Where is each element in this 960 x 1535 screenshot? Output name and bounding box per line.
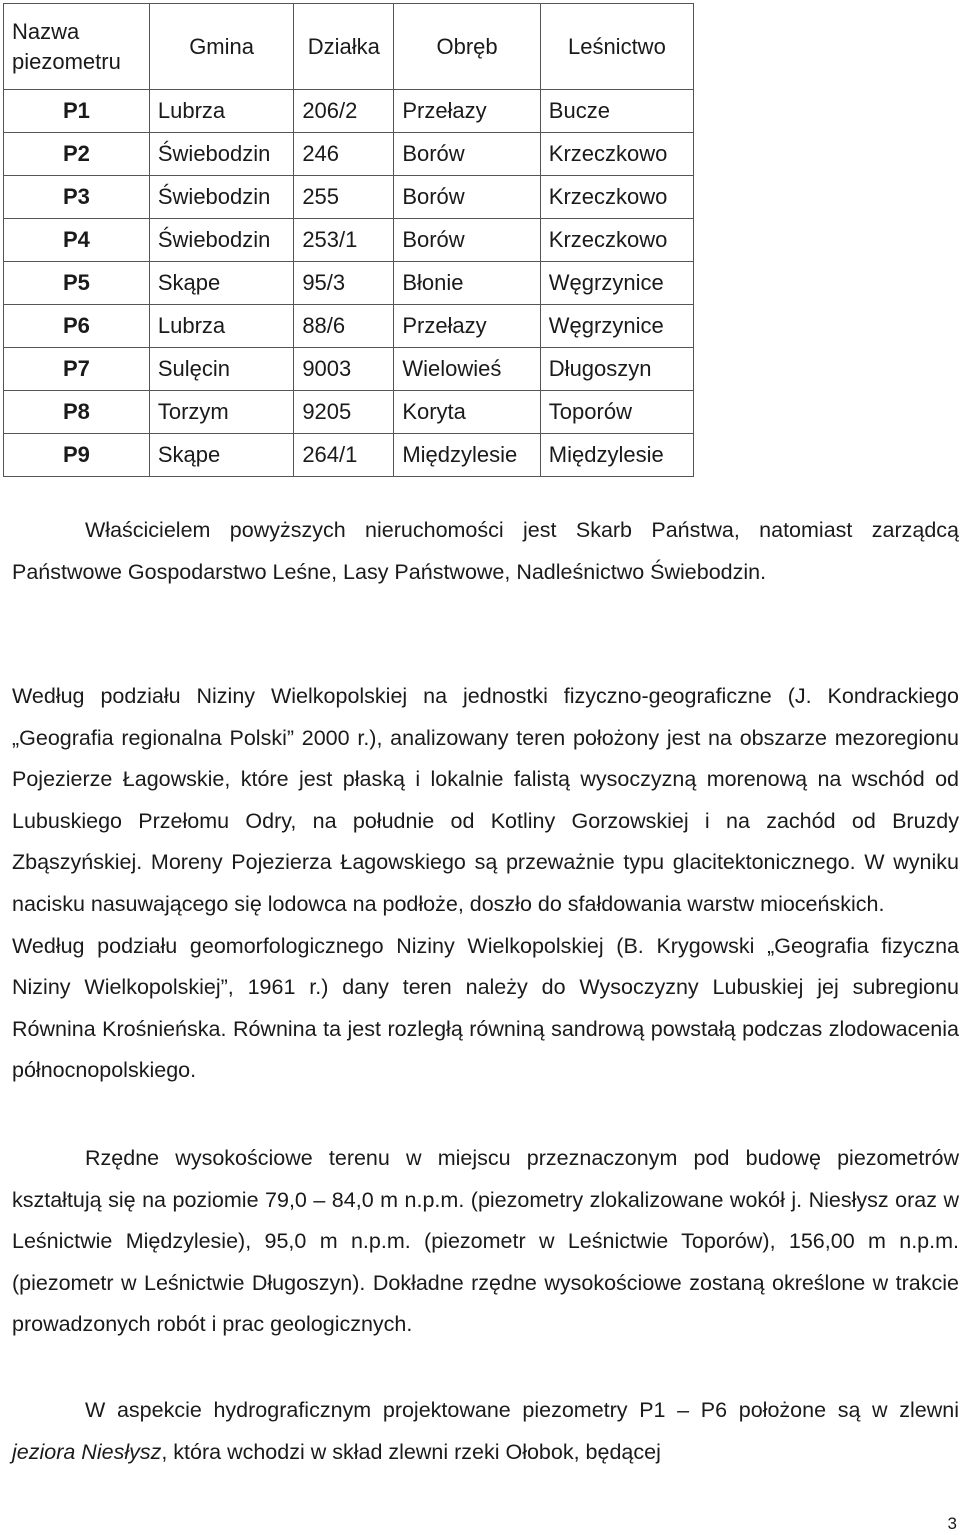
header-dzialka: Działka — [294, 4, 394, 90]
table-row — [4, 219, 694, 262]
cell-dzialka: 255 — [294, 176, 394, 219]
table-body — [4, 90, 694, 477]
cell-dzialka: 9205 — [294, 391, 394, 434]
table-row — [4, 391, 694, 434]
cell-lesnictwo: Krzeczkowo — [540, 133, 693, 176]
cell-dzialka: 264/1 — [294, 434, 394, 477]
hydro-text-italic: jeziora Niesłysz — [12, 1439, 162, 1464]
cell-lesnictwo: Międzylesie — [540, 434, 693, 477]
cell-name: P7 — [4, 348, 150, 391]
table-row — [4, 305, 694, 348]
header-lesnictwo: Leśnictwo — [540, 4, 693, 90]
paragraph-region-kondracki: Według podziału Niziny Wielkopolskiej na jednostki fizyczno-geograficzne (J. Kondrackiego „Geografia regionalna Polski” 2000 r.), analizowany teren położony jest na obszarze mezoregionu Pojezierze Łagowskie, które jest płaską i lokalnie falistą wysoczyzną morenową na wschód od Lubuskiego Przełomu Odry, na południe od Kotliny Gorzowskiej i na zachód od Bruzdy Zbąszyńskiej. Moreny Pojezierza Łagowskiego są przeważnie typu glacitektonicznego. W wyniku nacisku nasuwającego się lodowca na podłoże, doszło do sfałdowania warstw mioceńskich. — [12, 684, 959, 916]
cell-obreb: Przełazy — [394, 90, 540, 133]
cell-name: P6 — [4, 305, 150, 348]
piezometer-table — [3, 3, 694, 477]
header-nazwa-piezometru: Nazwa piezometru — [4, 4, 150, 90]
paragraph-owner: Właścicielem powyższych nieruchomości jest Skarb Państwa, natomiast zarządcą Państwowe Gospodarstwo Leśne, Lasy Państwowe, Nadleśnictwo Świebodzin. — [12, 518, 959, 584]
cell-name: P2 — [4, 133, 150, 176]
header-gmina: Gmina — [149, 4, 293, 90]
cell-obreb: Wielowieś — [394, 348, 540, 391]
cell-lesnictwo: Krzeczkowo — [540, 219, 693, 262]
cell-gmina: Świebodzin — [149, 176, 293, 219]
cell-gmina: Skąpe — [149, 434, 293, 477]
cell-dzialka: 253/1 — [294, 219, 394, 262]
cell-dzialka: 88/6 — [294, 305, 394, 348]
cell-gmina: Lubrza — [149, 305, 293, 348]
cell-lesnictwo: Węgrzynice — [540, 262, 693, 305]
paragraph-elevation: Rzędne wysokościowe terenu w miejscu przeznaczonym pod budowę piezometrów kształtują się na poziomie 79,0 – 84,0 m n.p.m. (piezometry zlokalizowane wokół j. Niesłysz oraz w Leśnictwie Międzylesie), 95,0 m n.p.m. (piezometr w Leśnictwie Toporów), 156,00 m n.p.m. (piezometr w Leśnictwie Długoszyn). Dokładne rzędne wysokościowe zostaną określone w trakcie prowadzonych robót i prac geologicznych. — [12, 1146, 959, 1337]
cell-obreb: Borów — [394, 219, 540, 262]
cell-gmina: Sulęcin — [149, 348, 293, 391]
cell-name: P4 — [4, 219, 150, 262]
cell-dzialka: 95/3 — [294, 262, 394, 305]
cell-obreb: Borów — [394, 176, 540, 219]
page-number: 3 — [947, 1514, 957, 1533]
cell-lesnictwo: Toporów — [540, 391, 693, 434]
cell-dzialka: 246 — [294, 133, 394, 176]
cell-obreb: Międzylesie — [394, 434, 540, 477]
cell-gmina: Lubrza — [149, 90, 293, 133]
table-row — [4, 133, 694, 176]
cell-obreb: Borów — [394, 133, 540, 176]
cell-dzialka: 9003 — [294, 348, 394, 391]
cell-lesnictwo: Krzeczkowo — [540, 176, 693, 219]
paragraph-region-krygowski: Według podziału geomorfologicznego Niziny Wielkopolskiej (B. Krygowski „Geografia fizyczna Niziny Wielkopolskiej”, 1961 r.) dany teren należy do Wysoczyzny Lubuskiej jej subregionu Równina Krośnieńska. Równina ta jest rozległą równiną sandrową powstałą podczas zlodowacenia północnopolskiego. — [12, 933, 959, 1083]
cell-obreb: Błonie — [394, 262, 540, 305]
header-obreb: Obręb — [394, 4, 540, 90]
cell-obreb: Koryta — [394, 391, 540, 434]
table-row — [4, 90, 694, 133]
table-row — [4, 348, 694, 391]
cell-dzialka: 206/2 — [294, 90, 394, 133]
cell-name: P3 — [4, 176, 150, 219]
table-header-row — [4, 4, 694, 90]
cell-name: P8 — [4, 391, 150, 434]
cell-gmina: Torzym — [149, 391, 293, 434]
cell-name: P9 — [4, 434, 150, 477]
cell-gmina: Skąpe — [149, 262, 293, 305]
cell-lesnictwo: Długoszyn — [540, 348, 693, 391]
cell-gmina: Świebodzin — [149, 133, 293, 176]
cell-lesnictwo: Bucze — [540, 90, 693, 133]
cell-name: P1 — [4, 90, 150, 133]
table-row — [4, 176, 694, 219]
paragraph-hydrography — [12, 1390, 959, 1473]
hydro-text-end: , która wchodzi w skład zlewni rzeki Ołobok, będącej — [161, 1439, 661, 1464]
cell-obreb: Przełazy — [394, 305, 540, 348]
cell-gmina: Świebodzin — [149, 219, 293, 262]
table-row — [4, 262, 694, 305]
cell-lesnictwo: Węgrzynice — [540, 305, 693, 348]
hydro-text-start: W aspekcie hydrograficznym projektowane piezometry P1 – P6 położone są w zlewni — [85, 1398, 959, 1422]
paragraph-group-regions — [12, 676, 959, 1092]
table-row — [4, 434, 694, 477]
cell-name: P5 — [4, 262, 150, 305]
